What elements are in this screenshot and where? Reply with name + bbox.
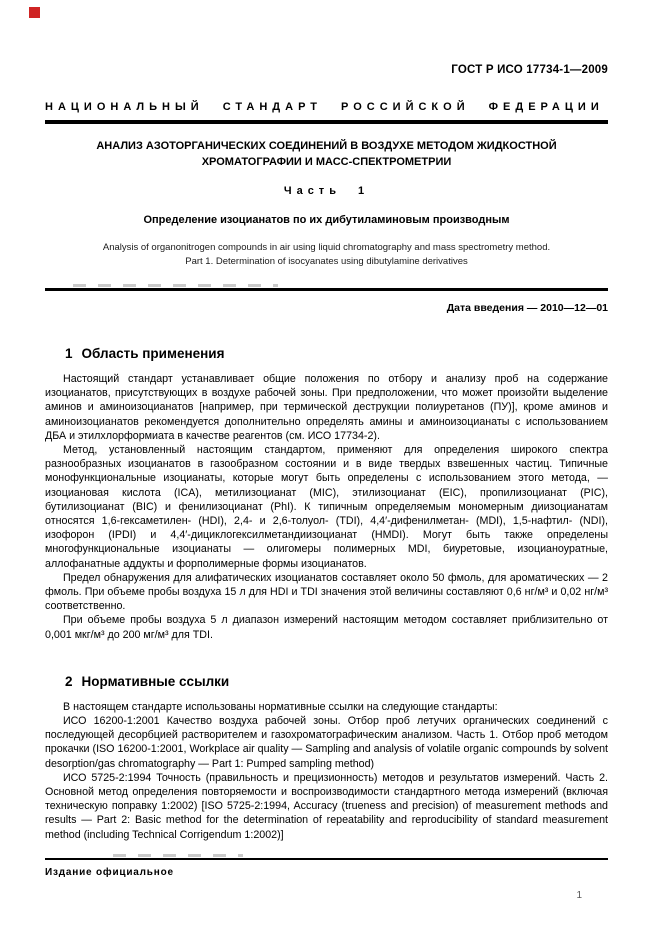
separator-rule <box>45 288 608 291</box>
paragraph: Настоящий стандарт устанавливает общие положения по отбору и анализу проб на содержание изоцианатов, присутствующих в воздухе рабочей зоны. При предположении, что может произойти выделение аминов и аминоизоцианатов [например, при термической деструкции полиуретанов (ПУ)], кроме аминов и аминоизоцианатов рекомендуется дополнительно определять амины и аминоизоцианаты с использованием ДБА и этилхлорформиата в качестве реагентов (см. ИСО 17734-2). <box>45 373 608 442</box>
paragraph: ИСО 5725-2:1994 Точность (правильность и прецизионность) методов и результатов измерений. Часть 2. Основной метод определения повторяемости и воспроизводимости стандартного метода измерений (включая техническую поправку 1:2002) [ISO 5725-2:1994, Accuracy (trueness and precision) of measurement methods and results — Part 2: Basic method for the determination of repeatability and reproducibility of standard measurement method (including Technical Corrigendum 1:2002)] <box>45 771 608 841</box>
footer-rule <box>45 858 608 861</box>
section-1-heading <box>65 346 608 361</box>
scan-artifact <box>113 854 243 857</box>
part-label: Часть 1 <box>283 185 370 197</box>
separator-rule-wrap <box>45 284 608 291</box>
doc-title-en-line1: Analysis of organonitrogen compounds in air using liquid chromatography and mass spectrometry method. <box>102 242 551 253</box>
paragraph: ИСО 16200-1:2001 Качество воздуха рабочей зоны. Отбор проб летучих органических соединений с последующей десорбцией растворителем и газохроматографическим анализом. Часть 1. Отбор проб методом прокачки (ISO 16200-1:2001, Workplace air quality — Sampling and analysis of volatile organic compounds by solvent desorption/gas chromatography — Part 1: Pumped sampling method) <box>45 715 608 770</box>
standard-type-heading: НАЦИОНАЛЬНЫЙ СТАНДАРТ РОССИЙСКОЙ ФЕДЕРАЦИИ <box>45 101 604 113</box>
page-number: 1 <box>576 890 582 902</box>
section-1-number: 1 <box>65 346 73 361</box>
effective-date: Дата введения — 2010—12—01 <box>446 302 608 314</box>
section-1-body <box>45 372 608 642</box>
doc-subtitle-ru: Определение изоцианатов по их дибутиламиновым производным <box>143 214 510 226</box>
paragraph: При объеме пробы воздуха 5 л диапазон измерений настоящим методом составляет приблизительно от 0,001 мкг/м³ до 200 мг/м³ для TDI. <box>45 614 608 641</box>
red-marker <box>29 7 40 18</box>
doc-code: ГОСТ Р ИСО 17734-1—2009 <box>451 64 608 76</box>
doc-title-en <box>45 241 608 269</box>
doc-title-ru-line2: ХРОМАТОГРАФИИ И МАСС-СПЕКТРОМЕТРИИ <box>201 156 452 168</box>
section-2-number: 2 <box>65 673 73 689</box>
paragraph: Предел обнаружения для алифатических изоцианатов составляет около 50 фмоль, для ароматических — 2 фмоль. При объеме пробы воздуха 15 л для HDI и TDI значения этой величины составляют 0,6 нг/м³ и 0,02 нг/м³ соответственно. <box>45 571 608 613</box>
section-2-title: Нормативные ссылки <box>81 673 230 689</box>
section-2-body <box>45 700 608 842</box>
doc-title-ru <box>45 138 608 170</box>
doc-title-ru-line1: АНАЛИЗ АЗОТОРГАНИЧЕСКИХ СОЕДИНЕНИЙ В ВОЗДУХЕ МЕТОДОМ ЖИДКОСТНОЙ <box>96 140 557 152</box>
section-2-heading <box>65 674 608 689</box>
header-rule <box>45 120 608 124</box>
page-footer <box>45 854 608 902</box>
paragraph: Метод, установленный настоящим стандартом, применяют для определения широкого спектра разнообразных изоцианатов в газообразном состоянии и в виде твердых взвешенных частиц. Типичные монофункциональные изоцианаты, которые могут быть определены с использованием этого метода, — изоциановая кислота (ICA), метилизоцианат (MIC), этилизоцианат (EIC), пропилизоцианат (PIC), бутилизоцианат (BIC) и фенилизоцианат (PhI). К типичным определяемым мономерным диизоцианатам относятся 1,6-гексаметилен- (HDI), 2,4- и 2,6-толуол- (TDI), 4,4′-дифенилметан- (MDI), 1,5-нафтил- (NDI), изофорон (IPDI) и 4,4′-дициклогексилметандиизоцианат (HMDI). Могут быть также определены многофункциональные изоцианаты — олигомеры полимерных MDI, биуретовые, изоцианоуратные, аллофанатные аддукты и форполимерные формы изоцианатов. <box>45 444 608 570</box>
edition-note: Издание официальное <box>45 867 174 879</box>
section-1-title: Область применения <box>81 346 225 361</box>
doc-title-en-line2: Part 1. Determination of isocyanates using dibutylamine derivatives <box>185 256 468 267</box>
scan-artifact <box>73 284 278 287</box>
paragraph: В настоящем стандарте использованы нормативные ссылки на следующие стандарты: <box>63 700 498 713</box>
